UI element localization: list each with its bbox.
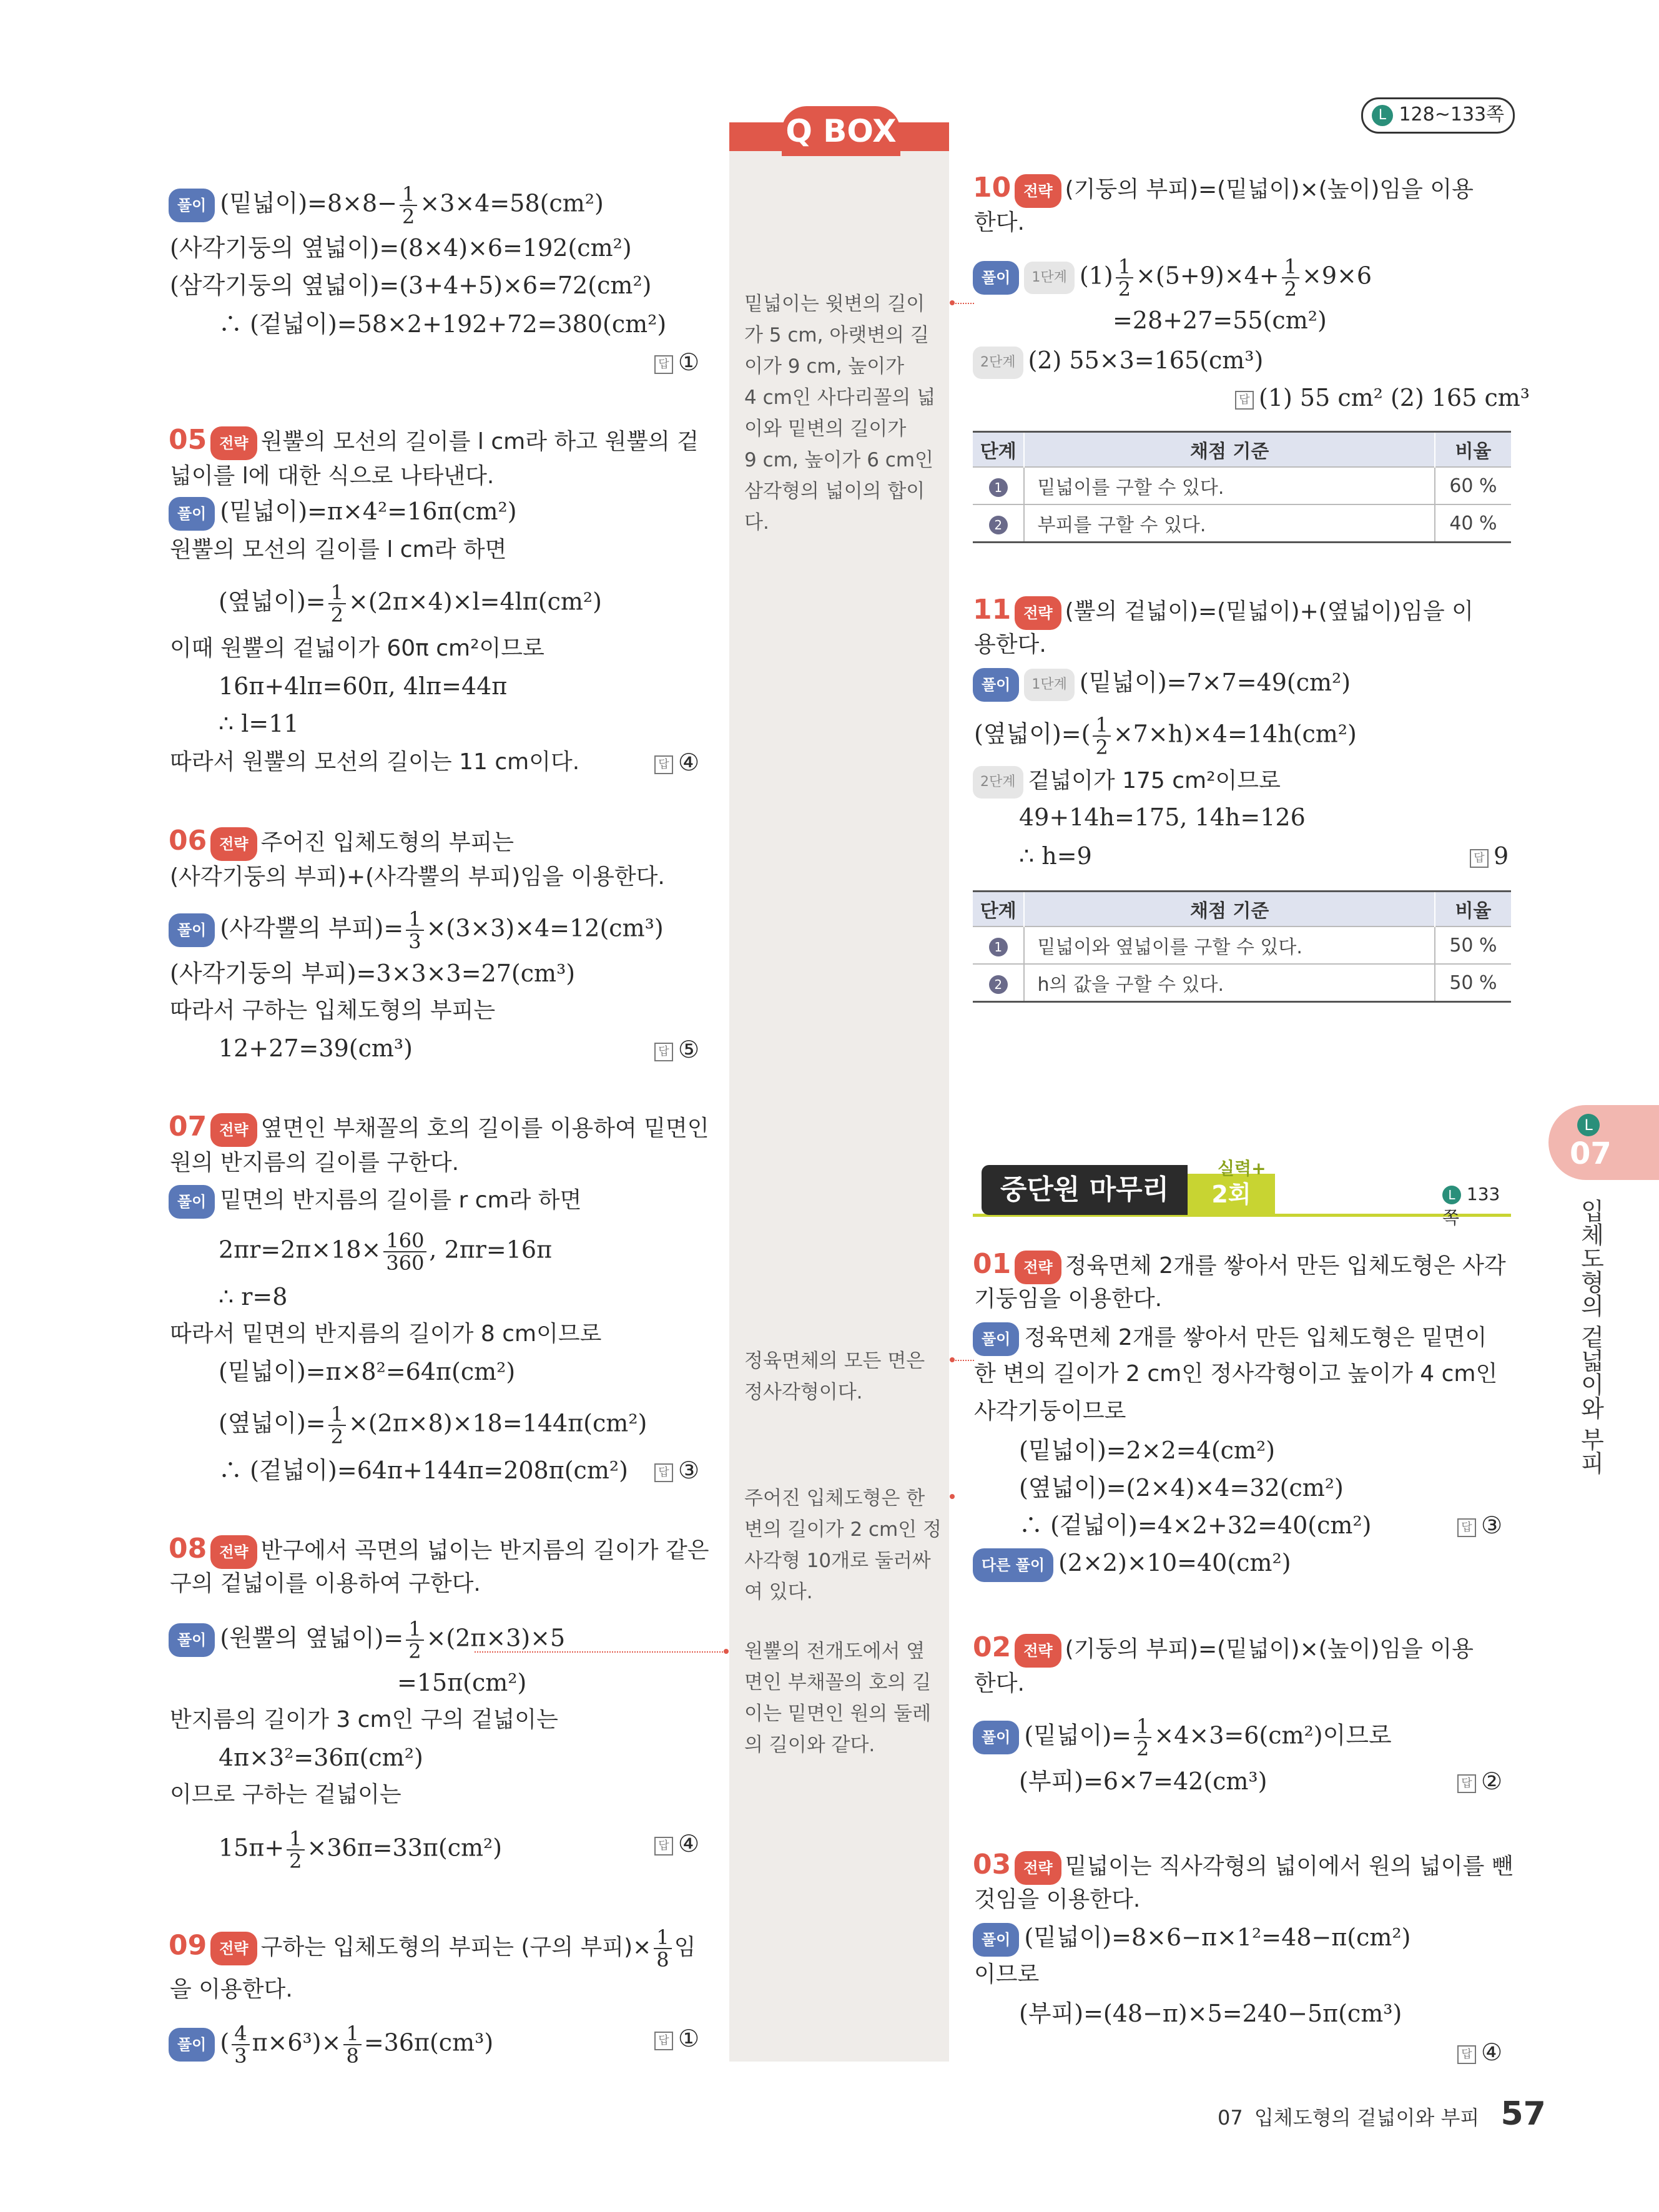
q01-text: 정육면체 2개를 쌓아서 만든 입체도형은 밑면이 [1024,1325,1487,1350]
table-cell: 60 % [1435,467,1511,504]
answer-icon: 답 [1235,391,1254,410]
q03-line-1 [973,1849,1514,1885]
problem-number: 03 [973,1849,1012,1880]
fraction-angle [383,1230,426,1274]
table-cell: 밑넓이를 구할 수 있다. [1024,467,1434,504]
problem-number: 05 [169,424,207,456]
p07-line-6: 따라서 밑면의 반지름의 길이가 8 cm이므로 [170,1321,602,1347]
q01-line-7: (옆넓이)=(2×4)×4=32(cm²) [1019,1474,1344,1502]
qbox-note-4: 원뿔의 전개도에서 옆 면인 부채꼴의 호의 길 이는 밑면인 원의 둘레 의 길이와 같다. [744,1640,932,1756]
q03-line-5: (부피)=(48−π)×5=240−5π(cm³) [1019,2000,1402,2027]
table-cell: 50 % [1435,927,1511,964]
section-banner [973,1158,1511,1228]
frac-num: 1 [406,908,423,931]
table-cell: 부피를 구할 수 있다. [1024,504,1434,543]
q01-line-1 [973,1249,1506,1284]
fraction-half [1134,1716,1151,1759]
frac-num: 1 [343,2023,361,2045]
answer-icon: 답 [654,355,673,374]
p04-text: (밑넓이)=8×8− [220,189,398,217]
p05-line-5 [219,582,602,626]
p05-text: (옆넓이)= [219,587,326,616]
table-cell: 40 % [1435,504,1511,543]
answer-text: ② [1481,1767,1503,1795]
strategy-text: 구하는 입체도형의 부피는 (구의 부피)× [260,1934,652,1960]
strategy-badge: 전략 [1015,596,1061,630]
p08-line-7: 이므로 구하는 겉넓이는 [170,1782,401,1807]
q01-line-5: 사각기둥이므로 [974,1398,1126,1424]
fraction-half [287,1828,304,1872]
p07-text: 2πr=2π×18× [219,1236,382,1264]
solution-badge: 풀이 [973,1322,1019,1356]
frac-num: 1 [654,1927,671,1949]
q01-text: (2×2)×10=40(cm²) [1058,1549,1291,1576]
table-header: 비율 [1435,432,1511,468]
q01-line-4: 한 변의 길이가 2 cm인 정사각형이고 높이가 4 cm인 [974,1361,1498,1387]
strategy-badge: 전략 [1015,1851,1061,1885]
solution-badge: 풀이 [169,497,215,531]
solution-badge: 풀이 [973,1721,1019,1754]
frac-den: 2 [289,1849,302,1873]
p11-line-2: 용한다. [974,632,1046,657]
p11-line-7: ∴ h=9 [1019,842,1092,870]
q03-line-4: 이므로 [974,1962,1040,1987]
frac-num: 1 [328,1403,346,1426]
note-connector-dot [950,1494,955,1499]
p05-line-6: 이때 원뿔의 겉넓이가 60π cm²이므로 [170,636,544,661]
p07-text: ×(2π×8)×18=144π(cm²) [348,1409,647,1437]
p05-line-3 [169,496,517,531]
p10-line-2: 한다. [974,210,1025,235]
frac-den: 2 [330,1425,343,1448]
q02-text: (밑넓이)= [1024,1721,1131,1749]
p07-line-2: 원의 반지름의 길이를 구한다. [170,1150,460,1176]
p11-line-3 [973,667,1351,702]
p10-line-1 [973,172,1474,208]
frac-den: 2 [1095,735,1108,759]
chapter-side-title: 입체도형의 겉넓이와 부피 [1577,1199,1604,1475]
lesson-icon: L [1442,1186,1461,1204]
fraction-eighth [343,2023,361,2067]
p11-line-6: 49+14h=175, 14h=126 [1019,804,1306,831]
page-footer [1218,2095,1546,2133]
p10-line-5 [973,345,1263,379]
solution-badge: 풀이 [169,1185,215,1219]
p11-answer [1470,840,1509,872]
chapter-side-tab [1548,1105,1659,1180]
frac-num: 1 [1134,1716,1151,1738]
banner-round: 2회 [1188,1174,1275,1215]
fraction-third [406,908,423,952]
p10-text: (1) [1079,262,1113,290]
strategy-badge: 전략 [210,1113,257,1147]
step-badge: 1단계 [1024,669,1075,701]
p07-text: (옆넓이)= [219,1409,326,1437]
q03-answer [1457,2037,1502,2068]
p06-line-4: (사각기둥의 부피)=3×3×3=27(cm³) [170,960,576,987]
p09-text: π×6³)× [252,2028,342,2057]
p08-text: ×36π=33π(cm²) [307,1834,503,1862]
q01-line-9 [973,1547,1291,1582]
p10-text: ×9×6 [1301,262,1372,290]
page-ref-text: 128~133쪽 [1399,104,1505,125]
solution-badge: 풀이 [169,913,215,947]
strategy-badge: 전략 [210,1535,257,1569]
p10-answer [1235,382,1530,413]
table-cell: 50 % [1435,964,1511,1002]
p09-text: =36π(cm³) [363,2028,494,2057]
p11-line-4 [974,714,1357,758]
p08-line-6: 4π×3²=36π(cm²) [219,1744,423,1771]
q02-line-2: 한다. [974,1671,1025,1696]
p11-text: (밑넓이)=7×7=49(cm²) [1079,669,1351,696]
lesson-icon: L [1372,105,1393,126]
p11-text: ×7×h)×4=14h(cm²) [1113,720,1357,748]
p05-line-8: ∴ l=11 [219,710,299,737]
q01-line-2: 기둥임을 이용한다. [974,1286,1163,1312]
note-connector-line [955,1360,974,1361]
qbox-note-3: 주어진 입체도형은 한 변의 길이가 2 cm인 정 사각형 10개로 둘러싸 여 있다. [744,1487,942,1603]
p09-line-3 [169,2023,493,2067]
p11-text: 겉넓이가 175 cm²이므로 [1028,768,1281,794]
strategy-text: 밑넓이는 직사각형의 넓이에서 원의 넓이를 뺀 [1065,1854,1514,1879]
p07-text: , 2πr=16π [429,1236,553,1264]
p07-answer [654,1455,699,1486]
p05-text: (밑넓이)=π×4²=16π(cm²) [220,498,517,525]
p08-line-4: =15π(cm²) [397,1669,527,1696]
step-circle: 1 [989,478,1008,497]
solution-badge: 풀이 [973,261,1019,295]
qbox-note-1: 밑넓이는 윗변의 길이 가 5 cm, 아랫변의 길 이가 9 cm, 높이가 4 cm인 사다리꼴의 넓 이와 밑변의 길이가 9 cm, 높이가 6 cm인 삼각형의 넓이의 합이 다. [744,293,936,534]
p06-line-5: 따라서 구하는 입체도형의 부피는 [170,998,496,1023]
p05-line-9: 따라서 원뿔의 모선의 길이는 11 cm이다. [170,749,580,775]
step-circle: 1 [989,938,1008,956]
problem-number: 06 [169,825,207,857]
table-row [973,964,1511,1002]
grading-table-2 [973,890,1511,1003]
q02-line-1 [973,1632,1474,1668]
table-row [973,467,1511,504]
q02-line-3 [973,1716,1392,1759]
p07-line-1 [169,1111,709,1147]
table-header: 단계 [973,892,1024,927]
q02-text: ×4×3=6(cm²)이므로 [1154,1721,1392,1749]
p06-line-6: 12+27=39(cm³) [219,1035,413,1062]
q03-text: (밑넓이)=8×6−π×1²=48−π(cm²) [1024,1924,1411,1951]
p09-line-2: 을 이용한다. [170,1977,293,2002]
problem-number: 07 [169,1111,207,1143]
p06-answer [654,1034,699,1065]
strategy-text: 임 [674,1934,696,1960]
fraction-half [328,582,346,626]
answer-icon: 답 [1457,2045,1476,2064]
answer-text: ④ [678,1830,700,1857]
solution-badge: 풀이 [973,668,1019,702]
qbox-note-2: 정육면체의 모든 면은 정사각형이다. [744,1350,925,1403]
footer-chapter: 07 [1218,2106,1243,2130]
p04-text: ×3×4=58(cm²) [420,189,604,217]
fraction-half [1116,256,1133,300]
q01-line-3 [973,1321,1487,1356]
banner-plus: 실력+ [1218,1158,1266,1179]
q01-answer [1457,1510,1502,1541]
strategy-badge: 전략 [210,1932,257,1965]
strategy-text: 옆면인 부채꼴의 호의 길이를 이용하여 밑면인 [260,1116,709,1141]
answer-icon: 답 [654,2032,673,2050]
answer-text: ⑤ [678,1036,700,1063]
strategy-text: (기둥의 부피)=(밑넓이)×(높이)임을 이용 [1065,1636,1474,1662]
fraction-four-third [232,2023,249,2067]
strategy-text: 정육면체 2개를 쌓아서 만든 입체도형은 사각 [1065,1253,1506,1279]
answer-icon: 답 [1457,1774,1476,1793]
page-number: 57 [1500,2095,1546,2133]
answer-text: 9 [1494,842,1509,870]
strategy-badge: 전략 [1015,1634,1061,1668]
banner-ref-text: 133쪽 [1442,1184,1500,1228]
p08-text: 15π+ [219,1834,285,1862]
p07-line-8 [219,1403,647,1447]
frac-den: 3 [234,2044,247,2068]
chapter-number: 07 [1570,1136,1612,1171]
solution-badge: 풀이 [169,1623,215,1657]
p09-text: ( [220,2028,230,2057]
problem-number: 02 [973,1631,1012,1663]
p06-line-3 [169,908,664,952]
step-badge: 2단계 [973,347,1023,379]
page-ref-pill [1361,97,1515,134]
p08-line-8 [219,1828,502,1872]
answer-text: ④ [678,749,700,776]
fraction-half [1282,256,1299,300]
answer-icon: 답 [654,1043,673,1061]
frac-num: 1 [287,1828,304,1851]
fraction-half [328,1403,346,1447]
frac-num: 1 [1116,256,1133,278]
p08-line-2: 구의 겉넓이를 이용하여 구한다. [170,1571,481,1596]
p05-line-7: 16π+4lπ=60π, 4lπ=44π [219,672,508,700]
table-header-row [973,892,1511,927]
fraction-half [400,184,417,227]
frac-den: 2 [408,1639,421,1663]
answer-icon: 답 [654,1837,673,1856]
frac-num: 1 [1093,714,1110,737]
p06-line-1 [169,825,514,861]
qbox-title: Q BOX [782,106,900,156]
p04-line-4: ∴ (겉넓이)=58×2+192+72=380(cm²) [219,310,667,338]
frac-den: 2 [1118,277,1131,301]
step-circle: 2 [989,516,1008,534]
p10-text: ×(5+9)×4+ [1136,262,1279,290]
p08-answer [654,1828,699,1859]
answer-icon: 답 [654,755,673,774]
note-connector-dot [950,300,955,305]
frac-den: 8 [346,2044,359,2068]
strategy-text: 원뿔의 모선의 길이를 l cm라 하고 원뿔의 겉 [260,429,699,455]
fraction-half [1093,714,1110,758]
solution-badge: 풀이 [169,189,215,222]
strategy-badge: 전략 [1015,1251,1061,1284]
frac-num: 1 [1282,256,1299,278]
note-connector-dot [950,1357,955,1362]
p06-line-2: (사각기둥의 부피)+(사각뿔의 부피)임을 이용한다. [170,864,665,890]
fraction-eighth [654,1927,671,1970]
p07-line-3 [169,1184,581,1219]
step-badge: 2단계 [973,766,1023,799]
p09-line-1 [169,1927,696,1970]
p08-line-1 [169,1533,709,1569]
table-cell: 밑넓이와 옆넓이를 구할 수 있다. [1024,927,1434,964]
footer-title: 입체도형의 겉넓이와 부피 [1254,2106,1480,2130]
p08-line-3 [169,1618,565,1662]
p07-text: 밑면의 반지름의 길이를 r cm라 하면 [220,1187,582,1213]
problem-number: 01 [973,1248,1012,1280]
p06-text: (사각뿔의 부피)= [220,914,404,942]
p04-line-3: (삼각기둥의 옆넓이)=(3+4+5)×6=72(cm²) [170,272,652,299]
problem-number: 11 [973,594,1012,626]
note-connector-dot [724,1649,729,1654]
q03-line-2: 것임을 이용한다. [974,1887,1141,1912]
answer-icon: 답 [1457,1518,1476,1537]
p04-answer [654,347,699,378]
problem-number: 09 [169,1929,207,1962]
q02-line-4: (부피)=6×7=42(cm³) [1019,1767,1268,1795]
step-circle: 2 [989,975,1008,994]
p10-line-4: =28+27=55(cm²) [1113,307,1327,334]
problem-number: 08 [169,1533,207,1565]
frac-num: 1 [400,184,417,206]
q03-line-3 [973,1922,1410,1957]
frac-num: 4 [232,2023,249,2045]
table-header: 비율 [1435,892,1511,927]
p08-text: ×(2π×3)×5 [426,1624,566,1652]
grading-table-1 [973,431,1511,543]
p07-line-9: ∴ (겉넓이)=64π+144π=208π(cm²) [219,1457,628,1484]
answer-icon: 답 [1470,849,1489,868]
answer-text: ④ [1481,2038,1503,2066]
note-connector-line [955,303,974,304]
problem-number: 10 [973,172,1012,204]
p05-line-2: 넓이를 l에 대한 식으로 나타낸다. [170,463,495,489]
frac-den: 3 [408,930,421,953]
p10-text: (2) 55×3=165(cm³) [1028,347,1264,374]
step-badge: 1단계 [1024,262,1075,294]
q01-line-6: (밑넓이)=2×2=4(cm²) [1019,1437,1276,1464]
table-header: 단계 [973,432,1024,468]
p11-line-5 [973,764,1281,799]
q01-line-8: ∴ (겉넓이)=4×2+32=40(cm²) [1019,1512,1372,1539]
answer-text: ① [678,2025,700,2052]
banner-title: 중단원 마무리 [982,1165,1188,1215]
answer-text: (1) 55 cm² (2) 165 cm³ [1259,384,1530,411]
strategy-text: 주어진 입체도형의 부피는 [260,830,514,855]
p10-line-3 [973,256,1372,300]
p05-text: ×(2π×4)×l=4lπ(cm²) [348,587,602,616]
answer-text: ① [678,348,700,376]
frac-den: 2 [1284,277,1297,301]
lesson-icon: L [1577,1114,1600,1136]
p08-text: (원뿔의 옆넓이)= [220,1624,404,1652]
table-row [973,927,1511,964]
table-header-row [973,432,1511,468]
p05-answer [654,747,699,778]
p05-line-4: 원뿔의 모선의 길이를 l cm라 하면 [170,537,507,563]
p09-answer [654,2023,699,2054]
strategy-badge: 전략 [1015,174,1061,208]
strategy-text: 반구에서 곡면의 넓이는 반지름의 길이가 같은 [260,1538,709,1563]
p11-text: (옆넓이)=( [974,720,1091,748]
p05-line-1 [169,425,699,460]
p06-text: ×(3×3)×4=12(cm³) [426,914,664,942]
solution-badge: 풀이 [973,1923,1019,1957]
frac-num: 160 [383,1230,426,1252]
answer-icon: 답 [654,1463,673,1482]
p04-line-2: (사각기둥의 옆넓이)=(8×4)×6=192(cm²) [170,234,632,262]
frac-num: 1 [328,582,346,604]
answer-text: ③ [1481,1512,1503,1539]
fraction-half [406,1618,423,1662]
frac-den: 2 [402,205,415,229]
table-header: 채점 기준 [1024,892,1434,927]
frac-den: 2 [1136,1737,1149,1761]
alt-solution-badge: 다른 풀이 [973,1548,1053,1582]
strategy-badge: 전략 [210,426,257,460]
banner-ref [1442,1184,1511,1229]
q02-answer [1457,1766,1502,1797]
solution-badge: 풀이 [169,2028,215,2062]
frac-den: 360 [386,1251,425,1275]
answer-text: ③ [678,1457,700,1484]
strategy-badge: 전략 [210,827,257,861]
table-header: 채점 기준 [1024,432,1434,468]
table-row [973,504,1511,543]
frac-num: 1 [406,1618,423,1641]
p11-line-1 [973,594,1474,630]
p07-line-5: ∴ r=8 [219,1283,288,1310]
p07-line-7: (밑넓이)=π×8²=64π(cm²) [219,1358,516,1385]
frac-den: 2 [330,603,343,627]
strategy-text: (뿔의 겉넓이)=(밑넓이)+(옆넓이)임을 이 [1065,599,1474,624]
frac-den: 8 [656,1948,669,1972]
table-cell: h의 값을 구할 수 있다. [1024,964,1434,1002]
p07-line-4 [219,1230,552,1274]
p08-line-5: 반지름의 길이가 3 cm인 구의 겉넓이는 [170,1707,558,1733]
p04-line-1 [169,184,604,227]
strategy-text: (기둥의 부피)=(밑넓이)×(높이)임을 이용 [1065,177,1474,202]
